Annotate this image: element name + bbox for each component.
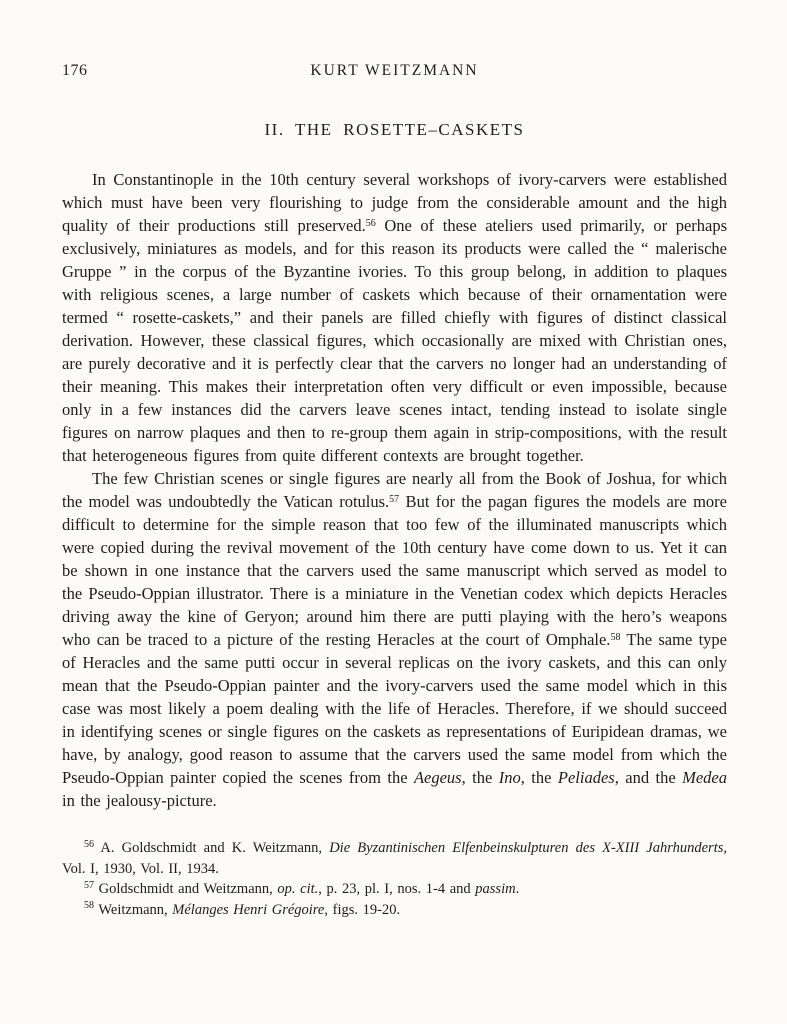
italic-text: Medea — [682, 768, 728, 787]
footnote-reference: 58 — [610, 631, 621, 643]
footnote: $^{56}$ A. Goldschmidt and K. Weitzmann, Die Byzantinischen Elfenbeinskulpturen des X-XIII Jahrhunderts, Vol. I, 1930, Vol. II, 1934. — [62, 838, 727, 877]
footnote: $^{57}$ Goldschmidt and Weitzmann, op. cit., p. 23, pl. I, nos. 1-4 and passim. — [84, 879, 520, 897]
body-text — [62, 168, 727, 812]
footnote: $^{58}$ Weitzmann, Mélanges Henri Grégoire, figs. 19-20. — [84, 900, 401, 918]
italic-text: Peliades — [557, 768, 615, 787]
footnote-reference: 57 — [84, 879, 94, 891]
paragraph: The few Christian scenes or single figures are nearly all from the Book of Joshua, for which the model was undoubtedly the Vatican rotulus.$^{57}$ But for the pagan figures the models are more difficult to determine for the simple reason that too few of the illuminated manuscripts which were copied during the revival movement of the 10th century have come down to us. Yet it can be shown in one instance that the carvers used the same manuscript which served as model to the Pseudo-Oppian illustrator. There is a miniature in the Venetian codex which depicts Heracles driving away the kine of Geryon; around him there are putti playing with the hero’s weapons who can be traced to a picture of the resting Heracles at the court of Omphale.$^{58}$ The same type of Heracles and the same putti occur in several replicas on the ivory caskets, and this can only mean that the Pseudo-Oppian painter and the ivory-carvers used the same model which in this case was most likely a poem dealing with the life of Heracles. Therefore, if we should succeed in identifying scenes or single figures on the caskets as representations of Euripidean dramas, we have, by analogy, good reason to assume that the carvers used the same model from which the Pseudo-Oppian painter copied the scenes from the Aegeus, the Ino, the Peliades, and the Medea in the jealousy-picture. — [62, 469, 728, 810]
italic-text: Die Byzantinischen Elfenbeinskulpturen des X-XIII Jahrhunderts — [329, 840, 724, 856]
page-number: 176 — [62, 62, 88, 79]
footnote-reference: 56 — [365, 217, 376, 229]
running-head: KURT WEITZMANN — [310, 62, 479, 79]
page-header — [62, 62, 727, 80]
italic-text: Aegeus — [413, 768, 462, 787]
italic-text: Mélanges Henri Grégoire — [172, 901, 325, 918]
footnote-reference: 58 — [84, 900, 94, 911]
italic-text: passim — [475, 881, 516, 897]
paragraph: In Constantinople in the 10th century several workshops of ivory-carvers were established which must have been very flourishing to judge from the considerable amount and the high quality of their productions still preserved.$^{56}$ One of these ateliers used primarily, or perhaps exclusively, miniatures as models, and for this reason its products were called the “ malerische Gruppe ” in the corpus of the Byzantine ivories. To this group belong, in addition to plaques with religious scenes, a large number of caskets which because of their ornamentation were termed “ rosette-caskets,” and their panels are filled chiefly with figures of distinct classical derivation. However, these classical figures, which occasionally are mixed with Christian ones, are purely decorative and it is perfectly clear that the carvers no longer had an understanding of their meaning. This makes their interpretation often very difficult or even impossible, because only in a few instances did the carvers leave scenes intact, tending instead to isolate single figures on narrow plaques and then to re-group them again in strip-compositions, with the result that heterogeneous figures from quite different contexts are brought together. — [62, 170, 728, 465]
footnote-reference: 57 — [389, 493, 400, 505]
italic-text: op. cit. — [277, 881, 319, 897]
section-title: II. THE ROSETTE–CASKETS — [264, 120, 525, 139]
footnotes — [62, 838, 727, 920]
footnote-reference: 56 — [84, 838, 94, 850]
italic-text: Ino — [498, 768, 521, 787]
